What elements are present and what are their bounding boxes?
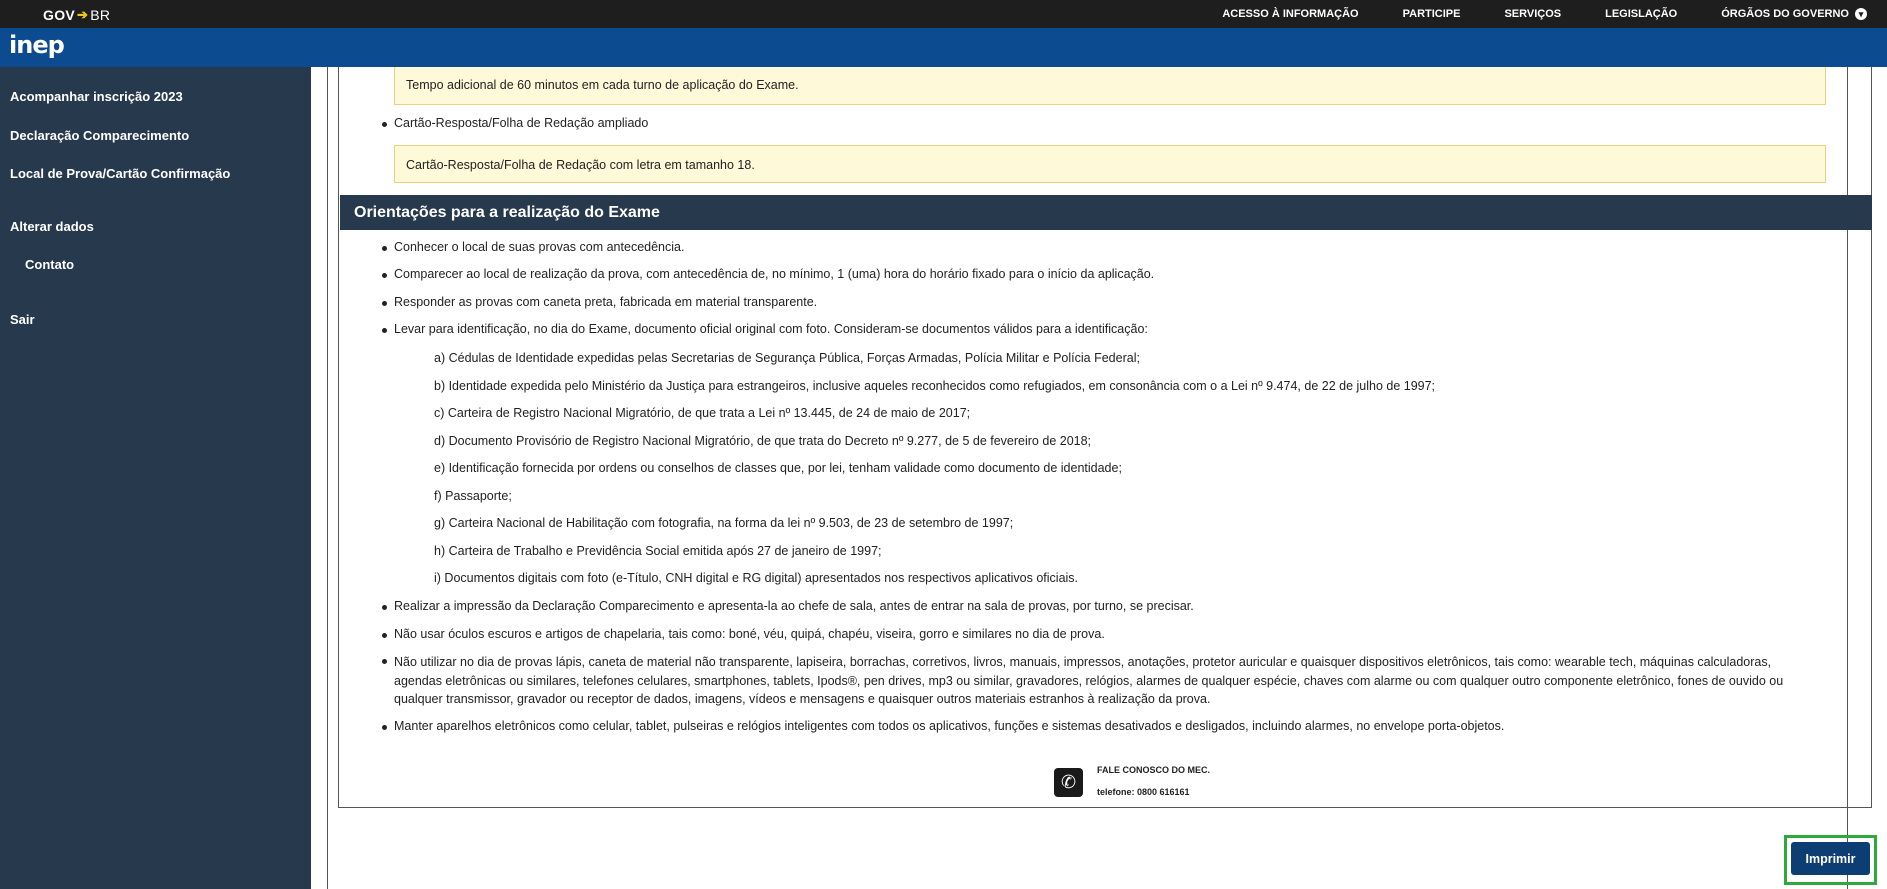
nav-participe[interactable]: PARTICIPE — [1402, 8, 1461, 20]
nav-orgaos-governo-label: ÓRGÃOS DO GOVERNO — [1721, 8, 1849, 20]
sidebar — [0, 67, 311, 889]
print-button-highlight — [1784, 835, 1877, 885]
sidebar-item-declaracao-comparecimento[interactable]: Declaração Comparecimento — [10, 128, 190, 143]
document-item: e) Identificação fornecida por ordens ou conselhos de classes que, por lei, tenham validade como documento de identidade; — [434, 461, 1122, 475]
inep-logo[interactable]: inep — [9, 31, 64, 59]
orientation-item: Conhecer o local de suas provas com antecedência. — [394, 240, 685, 254]
contact-title: FALE CONOSCO DO MEC. — [1097, 765, 1211, 775]
orientation-item: Não utilizar no dia de provas lápis, caneta de material não transparente, lapiseira, borrachas, corretivos, livros, manuais, impressos, anotações, protetor auricular e quaisquer dispositivos eletrônicos, tais como: wearable tech, máquinas calculadoras, agendas eletrônicas ou similares, telefones celulares, smartphones, tablets, Ipods®, pen drives, mp3 ou similar, gravadores, relógios, alarmes de qualquer espécie, chaves com alarme ou com qualquer outro componente eletrônico, fones de ouvido ou qualquer transmissor, gravador ou receptor de dados, imagens, vídeos e mensagens e quaisquer outros materiais estranhos à realização da prova. — [394, 653, 1799, 709]
note-answer-sheet-font: Cartão-Resposta/Folha de Redação com letra em tamanho 18. — [394, 145, 1826, 183]
document-item: a) Cédulas de Identidade expedidas pelas Secretarias de Segurança Pública, Forças Armadas, Polícia Militar e Polícia Federal; — [434, 351, 1140, 365]
nav-servicos[interactable]: SERVIÇOS — [1504, 8, 1562, 20]
orientation-item: Realizar a impressão da Declaração Comparecimento e apresenta-la ao chefe de sala, antes de entrar na sala de provas, por turno, se precisar. — [394, 599, 1194, 613]
gov-br-arrow-icon: ➔ — [77, 7, 89, 22]
orientation-item: Comparecer ao local de realização da prova, com antecedência de, no mínimo, 1 (uma) hora do horário fixado para o início da aplicação. — [394, 267, 1155, 281]
resource-item-answer-sheet: Cartão-Resposta/Folha de Redação ampliado — [394, 116, 649, 130]
orientation-item: Manter aparelhos eletrônicos como celular, tablet, pulseiras e relógios inteligentes com todos os aplicativos, funções e sistemas desativados e desligados, incluindo alarmes, no envelope porta-objetos. — [394, 719, 1505, 733]
gov-br-logo-br: BR — [90, 7, 111, 23]
orientation-item: Responder as provas com caneta preta, fabricada em material transparente. — [394, 295, 818, 309]
document-item: h) Carteira de Trabalho e Previdência Social emitida após 27 de janeiro de 1997; — [434, 544, 882, 558]
sidebar-item-alterar-dados[interactable]: Alterar dados — [10, 219, 94, 234]
document-item: b) Identidade expedida pelo Ministério da Justiça para estrangeiros, inclusive aqueles reconhecidos como refugiados, em consonância com o a Lei nº 9.474, de 22 de julho de 1997; — [434, 379, 1436, 393]
orientation-item: Levar para identificação, no dia do Exame, documento oficial original com foto. Consideram-se documentos válidos para a identificação: — [394, 322, 1148, 336]
nav-legislacao[interactable]: LEGISLAÇÃO — [1605, 8, 1678, 20]
nav-orgaos-governo[interactable] — [1699, 0, 1887, 28]
document-item: c) Carteira de Registro Nacional Migratório, de que trata a Lei nº 13.445, de 24 de maio de 2017; — [434, 406, 971, 420]
contact-phone: telefone: 0800 616161 — [1097, 787, 1190, 797]
document-item: i) Documentos digitais com foto (e-Título, CNH digital e RG digital) apresentados nos respectivos aplicativos oficiais. — [434, 571, 1079, 585]
chevron-down-icon: ▾ — [1855, 8, 1867, 20]
gov-nav — [1200, 0, 1887, 28]
document-item: g) Carteira Nacional de Habilitação com fotografia, na forma da lei nº 9.503, de 23 de setembro de 1997; — [434, 516, 1014, 530]
document-item: f) Passaporte; — [434, 489, 512, 503]
gov-br-logo-gov: GOV — [43, 7, 76, 23]
orientations-section-title: Orientações para a realização do Exame — [340, 195, 1872, 230]
note-additional-time: Tempo adicional de 60 minutos em cada turno de aplicação do Exame. — [394, 67, 1826, 105]
phone-icon: ✆ — [1054, 768, 1083, 797]
print-button[interactable]: Imprimir — [1791, 842, 1870, 875]
document-item: d) Documento Provisório de Registro Nacional Migratório, de que trata do Decreto nº 9.277, de 5 de fevereiro de 2018; — [434, 434, 1092, 448]
nav-acesso-informacao[interactable]: ACESSO À INFORMAÇÃO — [1222, 8, 1359, 20]
orientation-item: Não usar óculos escuros e artigos de chapelaria, tais como: boné, véu, quipá, chapéu, viseira, gorro e similares no dia de prova. — [394, 627, 1105, 641]
gov-br-logo[interactable] — [43, 7, 110, 23]
sidebar-item-acompanhar-inscricao[interactable]: Acompanhar inscrição 2023 — [10, 89, 183, 104]
inep-header — [0, 28, 1887, 67]
gov-top-bar — [0, 0, 1887, 28]
sidebar-item-local-de-prova[interactable]: Local de Prova/Cartão Confirmação — [10, 166, 231, 181]
sidebar-item-contato[interactable]: Contato — [25, 257, 75, 272]
sidebar-item-sair[interactable]: Sair — [10, 312, 35, 327]
